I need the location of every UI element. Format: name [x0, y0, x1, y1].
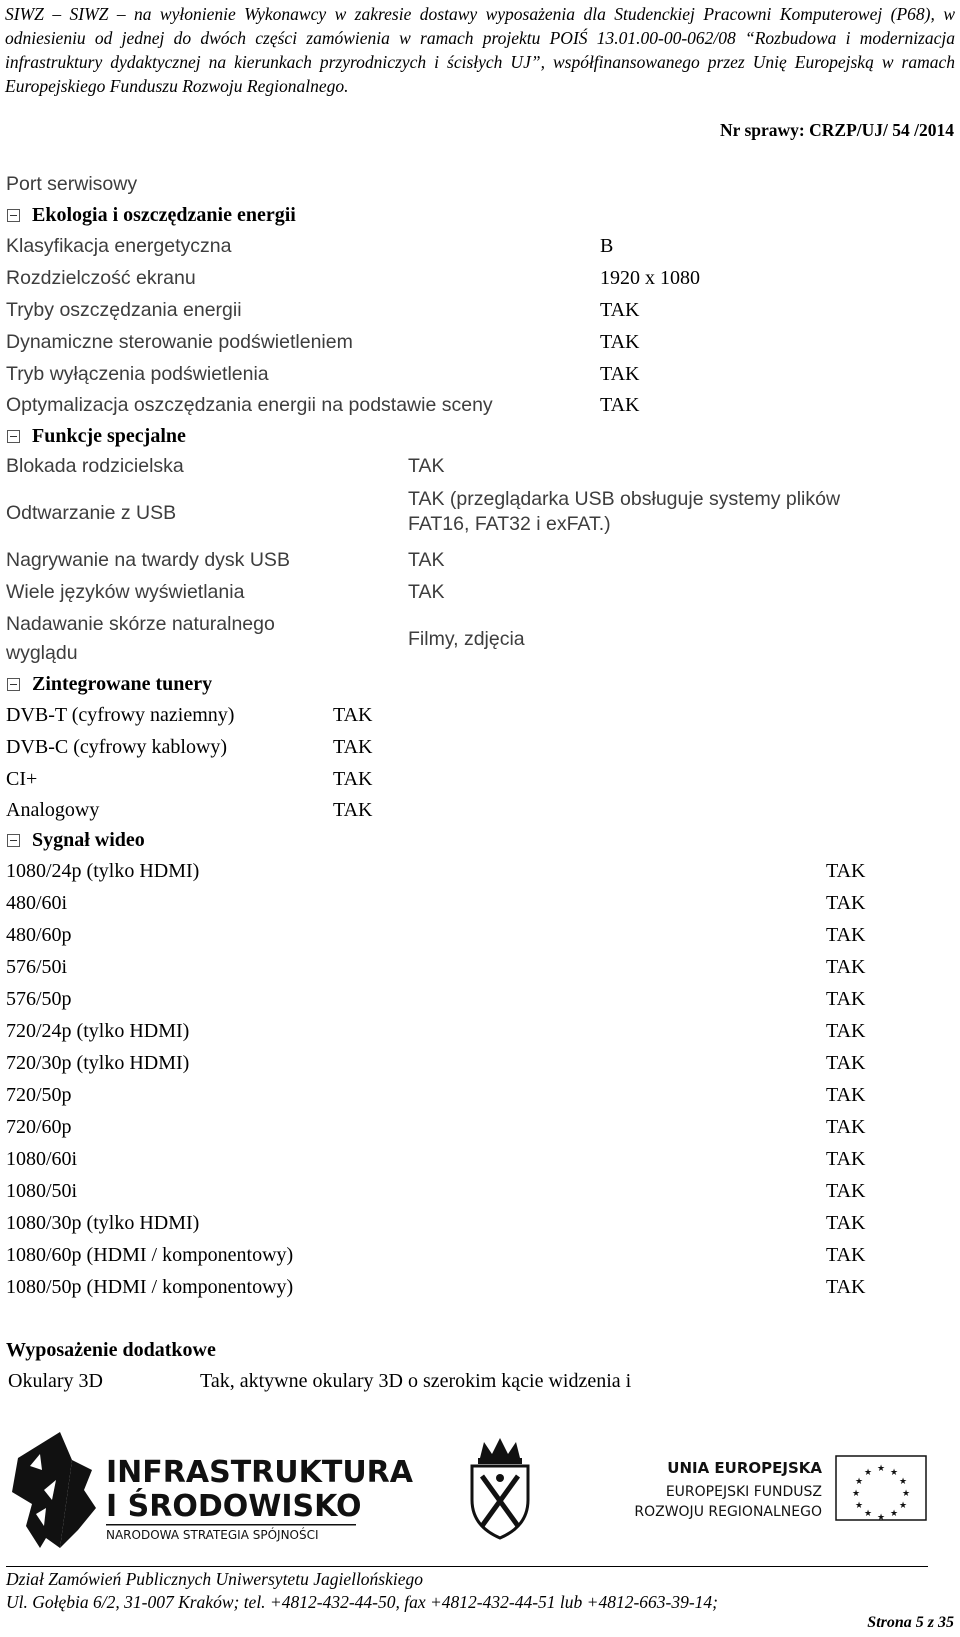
spec-value: TAK: [408, 581, 445, 603]
spec-value: TAK: [826, 1212, 866, 1234]
logo-band: [0, 1430, 960, 1550]
spec-label: Wiele języków wyświetlania: [6, 581, 245, 603]
footer-divider: [6, 1566, 928, 1567]
spec-value: TAK: [333, 736, 373, 758]
eu-line3: ROZWOJU REGIONALNEGO: [634, 1504, 822, 1520]
spec-value: TAK: [333, 768, 373, 790]
spec-value: TAK: [600, 331, 640, 353]
section-title: Sygnał wideo: [32, 829, 145, 851]
spec-value: TAK: [826, 956, 866, 978]
spec-label: Nadawanie skórze naturalnego: [6, 613, 275, 635]
infra-line1: INFRASTRUKTURA: [106, 1455, 414, 1490]
spec-label: DVB-T (cyfrowy naziemny): [6, 704, 235, 726]
extra-value: Tak, aktywne okulary 3D o szerokim kącie widzenia i: [200, 1370, 632, 1392]
spec-label: Odtwarzanie z USB: [6, 502, 177, 524]
spec-port-serwisowy: Port serwisowy: [6, 173, 138, 195]
svg-text:★: ★: [863, 1468, 873, 1478]
spec-label: 480/60p: [6, 924, 72, 946]
eu-line2: EUROPEJSKI FUNDUSZ: [665, 1484, 822, 1500]
collapse-icon[interactable]: [7, 430, 20, 443]
case-number: Nr sprawy: CRZP/UJ/ 54 /2014: [720, 120, 954, 140]
svg-text:★: ★: [854, 1501, 864, 1511]
spec-label: Blokada rodzicielska: [6, 455, 184, 477]
spec-value: TAK: [826, 892, 866, 914]
footer-line1: Dział Zamówień Publicznych Uniwersytetu Jagiellońskiego: [6, 1569, 424, 1589]
spec-label: 720/50p: [6, 1084, 72, 1106]
spec-value: TAK: [600, 363, 640, 385]
spec-label: 720/24p (tylko HDMI): [6, 1020, 190, 1042]
collapse-icon[interactable]: [7, 834, 20, 847]
spec-value: TAK: [600, 394, 640, 416]
infrastruktura-logo-icon: [12, 1432, 96, 1548]
infra-sub: NARODOWA STRATEGIA SPÓJNOŚCI: [106, 1528, 319, 1542]
spec-label: 576/50p: [6, 988, 72, 1010]
svg-text:★: ★: [898, 1501, 908, 1511]
spec-label: Tryby oszczędzania energii: [6, 299, 242, 321]
spec-label: 720/60p: [6, 1116, 72, 1138]
spec-value: B: [600, 235, 614, 257]
section-tunery[interactable]: [6, 672, 212, 696]
spec-value: TAK: [826, 924, 866, 946]
spec-label: 720/30p (tylko HDMI): [6, 1052, 190, 1074]
spec-label: Rozdzielczość ekranu: [6, 267, 196, 289]
extra-title: Wyposażenie dodatkowe: [6, 1339, 216, 1361]
spec-label: Dynamiczne sterowanie podświetleniem: [6, 331, 353, 353]
footer-line2: Ul. Gołębia 6/2, 31-007 Kraków; tel. +4812-432-44-50, fax +4812-432-44-51 lub +4812-663-39-14;: [6, 1592, 719, 1612]
spec-value: Filmy, zdjęcia: [408, 628, 525, 650]
svg-text:★: ★: [889, 1468, 899, 1478]
infra-line2: I ŚRODOWISKO: [106, 1489, 362, 1524]
spec-value: TAK: [408, 549, 445, 571]
spec-value: 1920 x 1080: [600, 267, 700, 289]
spec-label-continued: wyglądu: [6, 642, 78, 664]
collapse-icon[interactable]: [7, 678, 20, 691]
spec-label: Nagrywanie na twardy dysk USB: [6, 549, 290, 571]
spec-value: TAK: [826, 1020, 866, 1042]
spec-value-continued: FAT16, FAT32 i exFAT.): [408, 513, 611, 535]
infra-divider: [106, 1524, 356, 1526]
logos-svg: [0, 1430, 960, 1550]
spec-value: TAK: [408, 455, 445, 477]
spec-value: TAK: [333, 704, 373, 726]
collapse-icon[interactable]: [7, 209, 20, 222]
section-wideo[interactable]: [6, 828, 145, 852]
page-number: Strona 5 z 35: [867, 1614, 954, 1631]
section-title: Ekologia i oszczędzanie energii: [32, 204, 296, 226]
coat-of-arms-icon: [472, 1438, 528, 1538]
spec-value: TAK: [826, 1084, 866, 1106]
spec-value: TAK: [826, 1116, 866, 1138]
eu-flag-icon: [836, 1456, 926, 1523]
section-title: Funkcje specjalne: [32, 425, 186, 447]
spec-label: 576/50i: [6, 956, 68, 978]
svg-text:★: ★: [876, 1513, 886, 1523]
spec-label: Tryb wyłączenia podświetlenia: [6, 363, 269, 385]
document-header: SIWZ – SIWZ – na wyłonienie Wykonawcy w zakresie dostawy wyposażenia dla Studenckiej Pracowni Komputerowej (P68), w odniesieniu od jednej do dwóch części zamówienia w ramach projektu POIŚ 13.01.00-00-062/08 “Rozbudowa i modernizacja infrastruktury dydaktycznej na kierunkach przyrodniczych i ścisłych UJ”, współfinansowanego przez Unię Europejską w ramach Europejskiego Funduszu Rozwoju Regionalnego.: [5, 4, 955, 96]
spec-label: CI+: [6, 768, 38, 790]
section-ekologia[interactable]: [6, 203, 296, 227]
spec-value: TAK: [826, 1180, 866, 1202]
spec-label: Analogowy: [6, 799, 100, 821]
spec-label: 1080/30p (tylko HDMI): [6, 1212, 200, 1234]
spec-label: 1080/60p (HDMI / komponentowy): [6, 1244, 294, 1266]
extra-label: Okulary 3D: [8, 1370, 103, 1392]
spec-label: 480/60i: [6, 892, 68, 914]
spec-value: TAK: [826, 1276, 866, 1298]
svg-text:★: ★: [898, 1477, 908, 1487]
svg-text:★: ★: [863, 1509, 873, 1519]
svg-text:★: ★: [889, 1509, 899, 1519]
section-title: Zintegrowane tunery: [32, 673, 213, 695]
spec-value: TAK: [826, 1148, 866, 1170]
spec-value: TAK: [826, 1244, 866, 1266]
eu-line1: UNIA EUROPEJSKA: [667, 1459, 822, 1477]
section-funkcje[interactable]: [6, 424, 186, 448]
spec-value: TAK: [826, 1052, 866, 1074]
spec-value: TAK: [600, 299, 640, 321]
svg-text:★: ★: [851, 1489, 861, 1499]
spec-label: 1080/24p (tylko HDMI): [6, 860, 200, 882]
svg-text:★: ★: [854, 1477, 864, 1487]
spec-label: DVB-C (cyfrowy kablowy): [6, 736, 228, 758]
spec-label: 1080/50p (HDMI / komponentowy): [6, 1276, 294, 1298]
svg-text:★: ★: [901, 1489, 911, 1499]
spec-value: TAK: [826, 860, 866, 882]
spec-value: TAK: [333, 799, 373, 821]
spec-label: 1080/50i: [6, 1180, 78, 1202]
spec-label: Optymalizacja oszczędzania energii na podstawie sceny: [6, 394, 493, 416]
spec-value: TAK (przeglądarka USB obsługuje systemy plików: [408, 488, 841, 510]
svg-text:★: ★: [876, 1464, 886, 1474]
spec-value: TAK: [826, 988, 866, 1010]
spec-label: 1080/60i: [6, 1148, 78, 1170]
spec-label: Klasyfikacja energetyczna: [6, 235, 232, 257]
